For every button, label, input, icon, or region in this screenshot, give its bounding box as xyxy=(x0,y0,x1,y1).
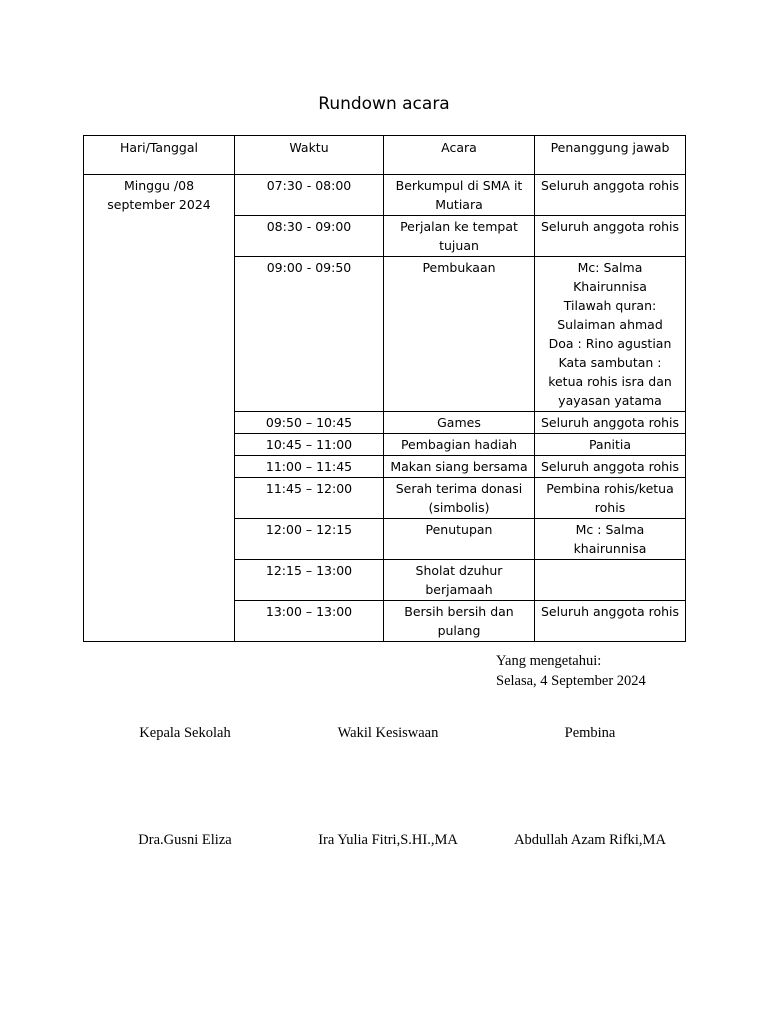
pic-cell xyxy=(535,560,686,601)
signatory-role-principal: Kepala Sekolah xyxy=(139,725,231,741)
header-date: Hari/Tanggal xyxy=(84,136,235,175)
acknowledgment xyxy=(496,651,646,691)
time-cell: 10:45 – 11:00 xyxy=(235,434,384,456)
event-cell: Perjalan ke tempat tujuan xyxy=(384,216,535,257)
signatory-name-advisor: Abdullah Azam Rifki,MA xyxy=(514,832,666,848)
time-cell: 12:00 – 12:15 xyxy=(235,519,384,560)
time-cell: 08:30 - 09:00 xyxy=(235,216,384,257)
header-pic: Penanggung jawab xyxy=(535,136,686,175)
event-cell: Serah terima donasi (simbolis) xyxy=(384,478,535,519)
event-cell: Bersih bersih dan pulang xyxy=(384,601,535,642)
pic-cell: Seluruh anggota rohis xyxy=(535,412,686,434)
header-event: Acara xyxy=(384,136,535,175)
table-header-row xyxy=(84,136,686,175)
document-title: Rundown acara xyxy=(318,94,450,114)
time-cell: 09:50 – 10:45 xyxy=(235,412,384,434)
pic-cell: Mc : Salma khairunnisa xyxy=(535,519,686,560)
pic-cell: Mc: Salma Khairunnisa Tilawah quran: Sulaiman ahmad Doa : Rino agustian Kata sambutan : ketua rohis isra dan yayasan yatama xyxy=(535,257,686,412)
time-cell: 11:45 – 12:00 xyxy=(235,478,384,519)
rundown-table xyxy=(83,135,686,642)
rundown-body xyxy=(84,175,686,642)
signatory-name-principal: Dra.Gusni Eliza xyxy=(138,832,232,848)
event-cell: Games xyxy=(384,412,535,434)
event-cell: Penutupan xyxy=(384,519,535,560)
pic-cell: Seluruh anggota rohis xyxy=(535,601,686,642)
signatory-role-advisor: Pembina xyxy=(564,725,616,741)
pic-cell: Panitia xyxy=(535,434,686,456)
event-cell: Berkumpul di SMA it Mutiara xyxy=(384,175,535,216)
signatory-role-vice-principal: Wakil Kesiswaan xyxy=(337,725,439,741)
acknowledgment-label: Yang mengetahui: xyxy=(496,653,602,669)
event-cell: Pembukaan xyxy=(384,257,535,412)
time-cell: 12:15 – 13:00 xyxy=(235,560,384,601)
time-cell: 07:30 - 08:00 xyxy=(235,175,384,216)
header-time: Waktu xyxy=(235,136,384,175)
event-cell: Makan siang bersama xyxy=(384,456,535,478)
pic-cell: Pembina rohis/ketua rohis xyxy=(535,478,686,519)
pic-cell: Seluruh anggota rohis xyxy=(535,175,686,216)
signatory-name-vice-principal: Ira Yulia Fitri,S.HI.,MA xyxy=(318,832,458,848)
date-cell: Minggu /08 september 2024 xyxy=(84,175,235,642)
time-cell: 09:00 - 09:50 xyxy=(235,257,384,412)
pic-cell: Seluruh anggota rohis xyxy=(535,456,686,478)
pic-cell: Seluruh anggota rohis xyxy=(535,216,686,257)
time-cell: 11:00 – 11:45 xyxy=(235,456,384,478)
acknowledgment-date: Selasa, 4 September 2024 xyxy=(496,673,646,689)
time-cell: 13:00 – 13:00 xyxy=(235,601,384,642)
event-cell: Pembagian hadiah xyxy=(384,434,535,456)
table-row xyxy=(84,175,686,216)
event-cell: Sholat dzuhur berjamaah xyxy=(384,560,535,601)
